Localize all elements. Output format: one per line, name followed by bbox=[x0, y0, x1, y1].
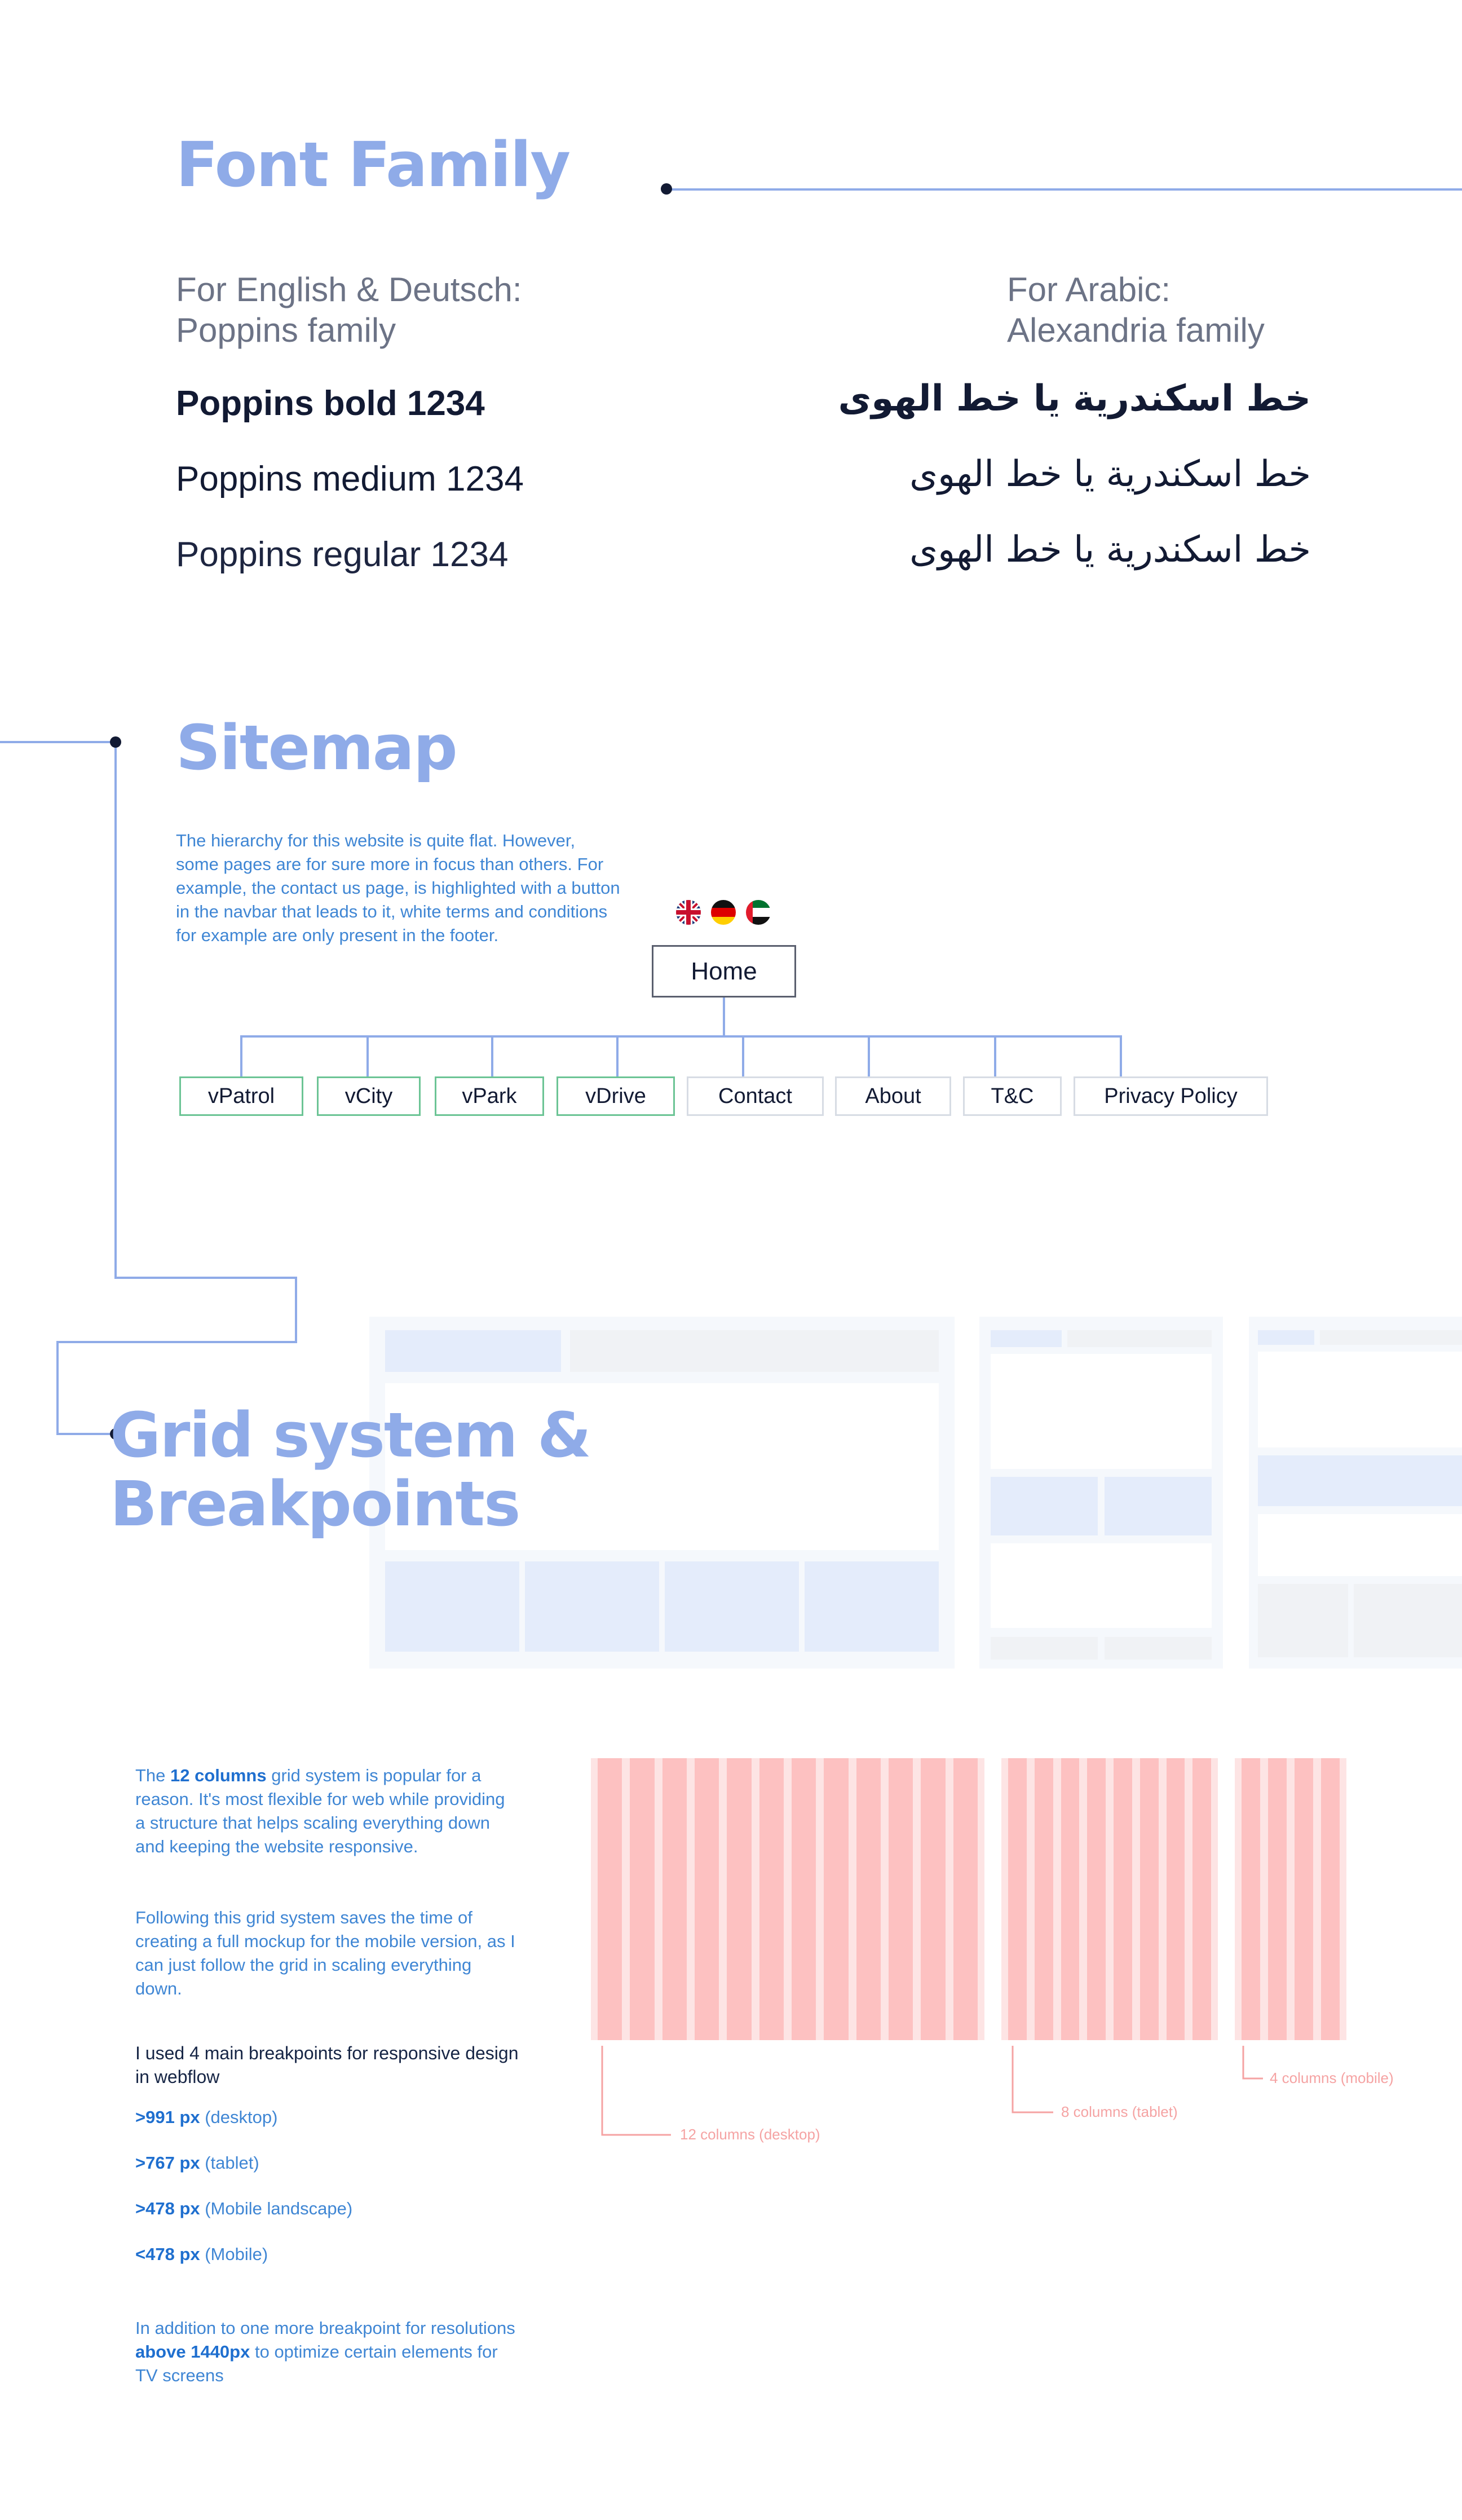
english-label-line1: For English & Deutsch: bbox=[176, 271, 522, 308]
arabic-sample-medium: خط اسكندرية يا خط الهوى bbox=[909, 453, 1311, 495]
arabic-sample-regular: خط اسكندرية يا خط الهوى bbox=[909, 529, 1311, 571]
sitemap-title: Sitemap bbox=[176, 712, 457, 784]
tablet-grid-label: 8 columns (tablet) bbox=[1061, 2103, 1178, 2120]
grid-p3-post: to optimize certain elements for TV screens bbox=[135, 2342, 498, 2385]
page-node-privacy-policy: Privacy Policy bbox=[1074, 1076, 1268, 1116]
breakpoint-mobile-landscape-value: >478 px bbox=[135, 2199, 200, 2218]
breakpoint-desktop-label: (desktop) bbox=[200, 2107, 278, 2127]
breakpoint-mobile-label: (Mobile) bbox=[200, 2244, 268, 2264]
grid-title-line2: Breakpoints bbox=[110, 1468, 520, 1540]
sample-bold: Poppins bold 1234 bbox=[176, 384, 485, 423]
page-node-vdrive: vDrive bbox=[556, 1076, 675, 1116]
english-label-line2: Poppins family bbox=[176, 311, 396, 349]
page-node-vpark: vPark bbox=[435, 1076, 544, 1116]
sitemap-description: The hierarchy for this website is quite flat. However, some pages are for sure more in focus than others. For example, the contact us page, is highlighted with a button in the navbar that leads to it, white terms and conditions for example are only present in the footer. bbox=[176, 831, 620, 945]
breakpoint-mobile-value: <478 px bbox=[135, 2244, 200, 2264]
breakpoint-tablet-value: >767 px bbox=[135, 2153, 200, 2173]
grid-p3-bold: above 1440px bbox=[135, 2342, 250, 2362]
breakpoint-mobile-landscape-label: (Mobile landscape) bbox=[200, 2199, 353, 2218]
grid-p3-pre: In addition to one more breakpoint for resolutions bbox=[135, 2318, 515, 2338]
breakpoint-tablet-label: (tablet) bbox=[200, 2153, 259, 2173]
arabic-sample-bold: خط اسكندرية يا خط الهوى bbox=[838, 378, 1311, 420]
mobile-grid-label: 4 columns (mobile) bbox=[1270, 2069, 1394, 2086]
font-family-title: Font Family bbox=[176, 129, 570, 201]
arabic-label-line2: Alexandria family bbox=[1007, 311, 1265, 349]
grid-p1-post: grid system is popular for a reason. It's most flexible for web while providing a structure that helps scaling everything down and keeping the website responsive. bbox=[135, 1766, 505, 1856]
grid-p1-pre: The bbox=[135, 1766, 171, 1785]
breakpoint-desktop-value: >991 px bbox=[135, 2107, 200, 2127]
grid-paragraph-2: Following this grid system saves the time of creating a full mockup for the mobile version, as I can just follow the grid in scaling everything down. bbox=[135, 1908, 515, 1998]
home-page-node: Home bbox=[652, 945, 796, 998]
grid-title-line1: Grid system & bbox=[110, 1399, 590, 1471]
sample-medium: Poppins medium 1234 bbox=[176, 460, 524, 498]
page-node-contact: Contact bbox=[687, 1076, 824, 1116]
grid-p1-bold: 12 columns bbox=[170, 1766, 267, 1785]
desktop-grid-label: 12 columns (desktop) bbox=[680, 2126, 820, 2143]
arabic-label-line1: For Arabic: bbox=[1007, 271, 1171, 308]
page-node-about: About bbox=[835, 1076, 951, 1116]
page-node-vcity: vCity bbox=[317, 1076, 421, 1116]
breakpoints-heading: I used 4 main breakpoints for responsive design in webflow bbox=[135, 2043, 519, 2087]
page-node-tc: T&C bbox=[963, 1076, 1062, 1116]
sample-regular: Poppins regular 1234 bbox=[176, 535, 509, 574]
page-node-vpatrol: vPatrol bbox=[179, 1076, 303, 1116]
